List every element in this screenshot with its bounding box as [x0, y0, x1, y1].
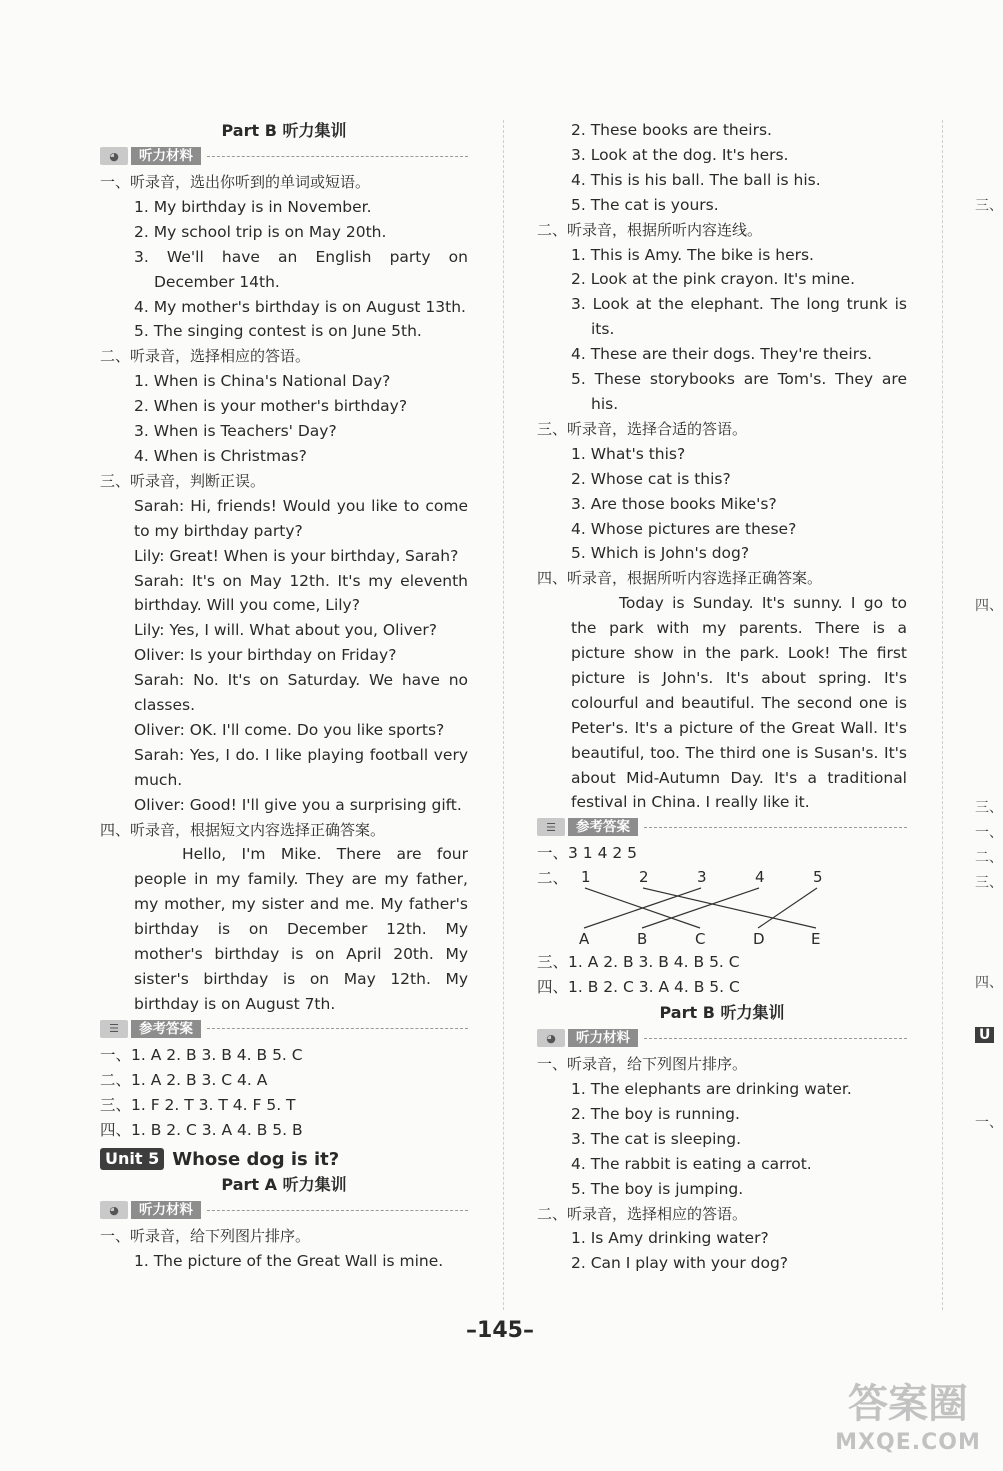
list-item: 4. My mother's birthday is on August 13th.: [134, 297, 466, 316]
middle-column: [537, 118, 907, 1276]
banner-label: 参考答案: [568, 818, 638, 836]
answer-line: 一、3 1 4 2 5: [537, 844, 638, 863]
dialogue-line: Sarah: No. It's on Saturday. We have no classes.: [134, 671, 468, 715]
list-item: 3. When is Teachers' Day?: [134, 422, 337, 441]
headphone-icon: ◕: [100, 147, 128, 165]
section-heading: 二、听录音，选择相应的答语。: [537, 1204, 748, 1223]
list-item: 1. When is China's National Day?: [134, 372, 391, 391]
matching-answer: [537, 866, 907, 950]
edge-fragment: 一、: [975, 825, 1003, 841]
banner-divider: [644, 1038, 907, 1039]
match-bottom-B: B: [637, 930, 648, 949]
match-bottom-D: D: [753, 930, 765, 949]
dialogue-line: Oliver: Good! I'll give you a surprising gift.: [134, 795, 462, 814]
answer-line: 三、1. F 2. T 3. T 4. F 5. T: [100, 1095, 296, 1114]
match-line-4-B: [642, 888, 759, 928]
watermark-chars: 答案圈: [848, 1381, 968, 1427]
banner-label: 听力材料: [131, 1201, 201, 1219]
list-item: 4. This is his ball. The ball is his.: [571, 170, 821, 189]
section-heading: 二、听录音，选择相应的答语。: [100, 347, 311, 366]
answer-prefix: 二、: [537, 869, 569, 888]
list-item: 1. What's this?: [571, 444, 686, 463]
list-item: 4. Whose pictures are these?: [571, 519, 797, 538]
list-item: 5. These storybooks are Tom's. They are his.: [571, 370, 907, 413]
list-item: 5. The boy is jumping.: [571, 1179, 744, 1198]
list-item: 2. These books are theirs.: [571, 121, 772, 139]
list-item: 4. The rabbit is eating a carrot.: [571, 1154, 812, 1173]
edge-fragment: 三、: [975, 198, 1003, 214]
answer-line: 三、1. A 2. B 3. B 4. B 5. C: [537, 953, 740, 972]
list-item: 2. My school trip is on May 20th.: [134, 222, 387, 241]
edge-fragment: 二、: [975, 850, 1003, 866]
match-bottom-E: E: [811, 930, 821, 949]
list-item: 3. Look at the dog. It's hers.: [571, 145, 789, 164]
list-item: 4. When is Christmas?: [134, 446, 307, 465]
list-item: 1. My birthday is in November.: [134, 197, 372, 216]
listening-banner: [537, 1028, 907, 1048]
headphone-icon: ◕: [537, 1029, 565, 1047]
dialogue-line: Sarah: It's on May 12th. It's my eleventh birthday. Will you come, Lily?: [134, 571, 468, 615]
match-top-3: 3: [697, 868, 707, 887]
page-number: –145–: [466, 1318, 534, 1343]
dialogue-line: Oliver: OK. I'll come. Do you like sports?: [134, 720, 445, 739]
section-heading: 一、听录音，给下列图片排序。: [537, 1055, 748, 1074]
match-bottom-A: A: [579, 930, 590, 949]
part-b-title: Part B 听力集训: [659, 1003, 785, 1023]
list-item: 3. Are those books Mike's?: [571, 494, 777, 513]
edge-fragment: 三、: [975, 875, 1003, 891]
match-top-1: 1: [581, 868, 591, 887]
list-item: 3. The cat is sleeping.: [571, 1129, 741, 1148]
unit-heading: [100, 1146, 468, 1172]
unit-title: Whose dog is it?: [172, 1148, 340, 1170]
banner-divider: [207, 156, 468, 157]
part-a-title: Part A 听力集训: [221, 1175, 347, 1195]
match-line-2-E: [643, 888, 816, 928]
dialogue-line: Sarah: Yes, I do. I like playing football very much.: [134, 745, 468, 789]
part-b-title: Part B 听力集训: [221, 121, 347, 140]
listening-banner: [100, 1200, 468, 1220]
banner-divider: [644, 827, 907, 828]
matching-lines: [571, 866, 861, 950]
banner-label: 参考答案: [131, 1020, 201, 1038]
match-top-5: 5: [813, 868, 823, 887]
match-bottom-C: C: [695, 930, 706, 949]
dialogue-line: Lily: Great! When is your birthday, Sarah?: [134, 546, 459, 565]
listening-banner: [100, 146, 468, 166]
answer-banner: [537, 817, 907, 837]
section-heading: 三、听录音，判断正误。: [100, 471, 266, 490]
answer-line: 二、1. A 2. B 3. C 4. A: [100, 1070, 268, 1089]
left-column: [100, 118, 468, 1274]
banner-divider: [207, 1028, 468, 1029]
column-divider: [503, 120, 504, 1310]
list-item: 2. Whose cat is this?: [571, 469, 731, 488]
answer-icon: ☰: [537, 818, 565, 836]
dialogue-line: Oliver: Is your birthday on Friday?: [134, 646, 397, 665]
answer-line: 四、1. B 2. C 3. A 4. B 5. C: [537, 978, 740, 997]
banner-label: 听力材料: [568, 1029, 638, 1047]
section-heading: 二、听录音，根据所听内容连线。: [537, 220, 763, 239]
list-item: 2. Look at the pink crayon. It's mine.: [571, 270, 856, 289]
list-item: 2. Can I play with your dog?: [571, 1254, 789, 1273]
headphone-icon: ◕: [100, 1201, 128, 1219]
answer-line: 一、1. A 2. B 3. B 4. B 5. C: [100, 1045, 303, 1064]
list-item: 4. These are their dogs. They're theirs.: [571, 345, 873, 364]
passage: Hello, I'm Mike. There are four people in my family. They are my father, my mother, my sister and me. My father's birthday is on December 12th. My mother's birthday is on April 20th. My sister's birthday is on May 12th. My birthday is on August 7th.: [134, 845, 468, 1013]
list-item: 1. This is Amy. The bike is hers.: [571, 245, 814, 264]
list-item: 1. The elephants are drinking water.: [571, 1080, 852, 1098]
list-item: 2. When is your mother's birthday?: [134, 397, 408, 416]
watermark-logo: [820, 1378, 996, 1468]
match-top-4: 4: [755, 868, 765, 887]
list-item: 3. We'll have an English party on December 14th.: [134, 247, 468, 291]
list-item: 5. The cat is yours.: [571, 195, 719, 214]
list-item: 1. Is Amy drinking water?: [571, 1229, 769, 1248]
edge-fragment: 一、: [975, 1115, 1003, 1131]
dialogue-line: Sarah: Hi, friends! Would you like to come to my birthday party?: [134, 496, 468, 540]
passage: Today is Sunday. It's sunny. I go to the park with my parents. There is a picture show in the park. Look! The first picture is John's. It's about spring. It's colourful and beautiful. The second one is Peter's. It's a picture of the Great Wall. It's beautiful, too. The third one is Susan's. It's about Mid-Autumn Day. It's a traditional festival in China. I really like it.: [571, 594, 907, 812]
section-heading: 四、听录音，根据短文内容选择正确答案。: [100, 820, 386, 839]
list-item: 3. Look at the elephant. The long trunk is its.: [571, 295, 907, 339]
list-item: 5. The singing contest is on June 5th.: [134, 322, 422, 341]
section-heading: 三、听录音，选择合适的答语。: [537, 419, 748, 438]
unit-badge: Unit 5: [100, 1148, 164, 1170]
section-heading: 一、听录音，给下列图片排序。: [100, 1227, 311, 1246]
section-heading: 四、听录音，根据所听内容选择正确答案。: [537, 569, 823, 588]
watermark-text: MXQE.COM: [835, 1430, 981, 1455]
answer-banner: [100, 1019, 468, 1039]
section-heading: 一、听录音，选出你听到的单词或短语。: [100, 173, 371, 191]
answer-icon: ☰: [100, 1020, 128, 1038]
list-item: 2. The boy is running.: [571, 1104, 740, 1123]
edge-fragment: 三、: [975, 800, 1003, 816]
edge-unit-badge: U: [975, 1027, 994, 1043]
banner-label: 听力材料: [131, 147, 201, 165]
edge-fragment: 四、: [975, 598, 1003, 614]
dialogue-line: Lily: Yes, I will. What about you, Oliver?: [134, 621, 438, 640]
column-divider: [942, 120, 943, 1310]
list-item: 5. Which is John's dog?: [571, 544, 750, 563]
list-item: 1. The picture of the Great Wall is mine.: [134, 1252, 444, 1271]
answer-line: 四、1. B 2. C 3. A 4. B 5. B: [100, 1120, 303, 1139]
match-top-2: 2: [639, 868, 649, 887]
banner-divider: [207, 1210, 468, 1211]
edge-fragment: 四、: [975, 975, 1003, 991]
